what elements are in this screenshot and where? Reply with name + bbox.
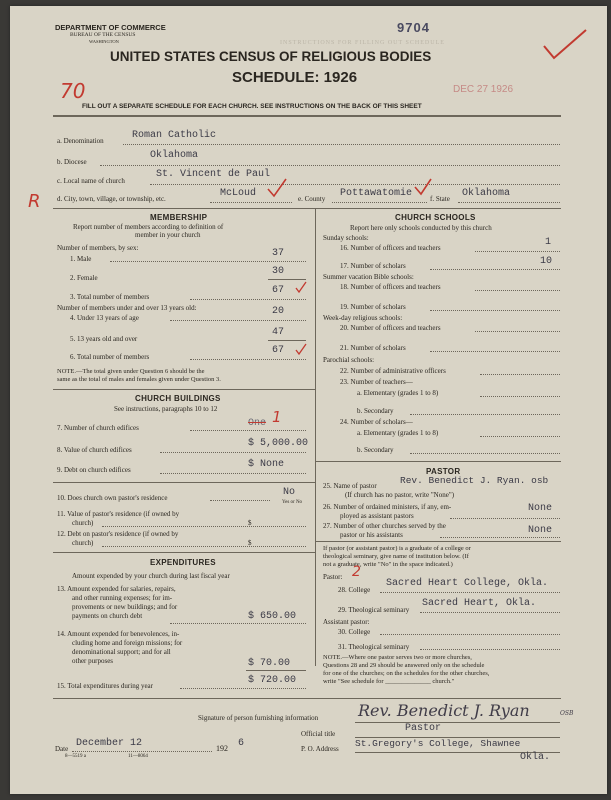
q15-value[interactable]: $ 720.00 <box>248 675 297 686</box>
buildings-intro: See instructions, paragraphs 10 to 12 <box>114 405 218 413</box>
red-check-icon <box>413 177 433 197</box>
q28-value[interactable]: Sacred Heart College, Okla. <box>386 578 549 589</box>
q7-value[interactable]: 1 <box>272 408 282 426</box>
q26-value[interactable]: None <box>528 503 553 514</box>
q23b-label: b. Secondary <box>357 407 394 415</box>
q14-label-2: cluding home and foreign missions; for <box>72 639 183 647</box>
state-value[interactable]: Oklahoma <box>462 188 511 199</box>
instruction-line: FILL OUT A SEPARATE SCHEDULE FOR EACH CHURCH. SEE INSTRUCTIONS ON THE BACK OF THIS SHEET <box>82 103 422 110</box>
q5-label: 5. 13 years old and over <box>70 335 138 343</box>
q13-value[interactable]: $ 650.00 <box>248 611 297 622</box>
diocese-label: b. Diocese <box>57 158 87 166</box>
q15-label: 15. Total expenditures during year <box>57 682 153 690</box>
q5-value[interactable]: 47 <box>272 327 285 338</box>
q3-value[interactable]: 67 <box>272 285 285 296</box>
graduate-note: If pastor (or assistant pastor) is a graduate of a college or <box>323 545 471 552</box>
date-label: Date <box>55 745 69 753</box>
county-label: e. County <box>298 195 326 203</box>
q23-label: 23. Number of teachers— <box>340 378 413 386</box>
po-address-value[interactable]: St.Gregory's College, Shawnee <box>355 738 521 749</box>
by-sex-label: Number of members, by sex: <box>57 244 139 252</box>
pastor-note-4: write "See schedule for ______________ church." <box>323 678 455 685</box>
q24b-label: b. Secondary <box>357 446 394 454</box>
q11-label-2: church) <box>72 519 94 527</box>
print-code: 8—5519 a <box>65 754 86 759</box>
print-code-2: 11—8064 <box>128 754 148 759</box>
q29-value[interactable]: Sacred Heart, Okla. <box>422 598 537 609</box>
city-value[interactable]: McLoud <box>220 188 257 199</box>
po-address-label: P. O. Address <box>301 745 339 753</box>
census-form-page <box>10 6 607 794</box>
signature-suffix: OSB <box>560 710 574 717</box>
city-label: WASHINGTON <box>89 39 119 44</box>
faint-show-through: INSTRUCTIONS FOR FILLING OUT SCHEDULE <box>280 40 445 46</box>
q25-value[interactable]: Rev. Benedict J. Ryan. osb <box>400 475 549 486</box>
q3-label: 3. Total number of members <box>70 293 150 301</box>
q27-value[interactable]: None <box>528 525 553 536</box>
q13-label-4: payments on church debt <box>72 612 143 620</box>
official-title-label: Official title <box>301 730 336 738</box>
q13-label-3: provements or new buildings; and for <box>72 603 178 611</box>
assistant-label: Assistant pastor: <box>323 618 370 626</box>
q2-value[interactable]: 30 <box>272 266 285 277</box>
q9-value[interactable]: $ None <box>248 459 285 470</box>
received-stamp: DEC 27 1926 <box>453 84 514 95</box>
po-address-value-2[interactable]: Okla. <box>520 752 551 763</box>
q24-label: 24. Number of scholars— <box>340 418 413 426</box>
signature[interactable]: Rev. Benedict J. Ryan <box>358 701 530 720</box>
pastor-title: PASTOR <box>426 467 461 476</box>
q14-label-3: denominational support; and for all <box>72 648 171 656</box>
weekday-label: Week-day religious schools: <box>323 314 403 322</box>
age-intro: Number of members under and over 13 years old: <box>57 304 197 312</box>
signature-label: Signature of person furnishing information <box>198 714 319 722</box>
graduate-note-2: theological seminary, give name of institution below. (If <box>323 553 469 560</box>
q26-label-2: ployed as assistant pastors <box>340 512 414 520</box>
q23a-label: a. Elementary (grades 1 to 8) <box>357 389 439 397</box>
q31-label: 31. Theological seminary <box>338 643 410 651</box>
form-title: UNITED STATES CENSUS OF RELIGIOUS BODIES <box>110 49 432 64</box>
q10-label: 10. Does church own pastor's residence <box>57 494 168 502</box>
diocese-value[interactable]: Oklahoma <box>150 150 199 161</box>
membership-intro-2: member in your church <box>135 231 201 239</box>
state-label: f. State <box>430 195 450 203</box>
year-prefix: 192 <box>216 744 228 753</box>
q14-label-4: other purposes <box>72 657 114 665</box>
q12-label: 12. Debt on pastor's residence (if owned by <box>57 530 179 538</box>
q14-value[interactable]: $ 70.00 <box>248 658 291 669</box>
q6-value[interactable]: 67 <box>272 345 285 356</box>
expenditures-title: EXPENDITURES <box>150 558 216 567</box>
q9-label: 9. Debt on church edifices <box>57 466 131 474</box>
q29-label: 29. Theological seminary <box>338 606 410 614</box>
q27-label: 27. Number of other churches served by the <box>323 522 446 530</box>
q10-value[interactable]: No <box>283 487 296 498</box>
dept-label: DEPARTMENT OF COMMERCE <box>55 23 166 32</box>
pastor-note-3: for one of the churches; on the schedules for the other churches, <box>323 670 490 677</box>
q16-label: 16. Number of officers and teachers <box>340 244 441 252</box>
pastor-sub-label: Pastor: <box>323 573 343 581</box>
denomination-label: a. Denomination <box>57 137 104 145</box>
q11-label: 11. Value of pastor's residence (if owned by <box>57 510 180 518</box>
membership-intro: Report number of members according to definition of <box>73 223 224 231</box>
denomination-value[interactable]: Roman Catholic <box>132 130 217 141</box>
q28-label: 28. College <box>338 586 371 594</box>
bureau-label: BUREAU OF THE CENSUS <box>70 32 136 38</box>
q11-value[interactable]: $ <box>248 519 252 527</box>
red-tick-icon <box>294 280 308 294</box>
date-value[interactable]: December 12 <box>76 738 143 749</box>
margin-r-mark: R <box>28 191 41 212</box>
schedule-title: SCHEDULE: 1926 <box>232 69 358 86</box>
q8-value[interactable]: $ 5,000.00 <box>248 438 309 449</box>
q6-label: 6. Total number of members <box>70 353 150 361</box>
membership-title: MEMBERSHIP <box>150 213 208 222</box>
q24a-label: a. Elementary (grades 1 to 8) <box>357 429 439 437</box>
sunday-label: Sunday schools: <box>323 234 369 242</box>
official-title-value[interactable]: Pastor <box>405 723 442 734</box>
hand-number: 70 <box>60 79 86 103</box>
q16-value[interactable]: 1 <box>545 237 552 248</box>
red-tick-icon <box>294 342 308 356</box>
q7-struck-value: One <box>248 418 267 429</box>
q25-label: 25. Name of pastor <box>323 482 377 490</box>
q13-label-1: 13. Amount expended for salaries, repairs, <box>57 585 176 593</box>
q2-label: 2. Female <box>70 274 98 282</box>
q22-label: 22. Number of administrative officers <box>340 367 446 375</box>
q10-hint: Yes or No <box>282 500 303 505</box>
q4-value[interactable]: 20 <box>272 306 285 317</box>
schools-title: CHURCH SCHOOLS <box>395 213 476 222</box>
pastor-red-mark: 2 <box>352 564 361 580</box>
q27-label-2: pastor or his assistants <box>340 531 403 539</box>
red-check-icon <box>266 177 288 199</box>
q17-value[interactable]: 10 <box>540 256 553 267</box>
parochial-label: Parochial schools: <box>323 356 375 364</box>
q7-label: 7. Number of church edifices <box>57 424 139 432</box>
q8-label: 8. Value of church edifices <box>57 446 132 454</box>
county-value[interactable]: Pottawatomie <box>340 188 413 199</box>
q17-label: 17. Number of scholars <box>340 262 406 270</box>
q21-label: 21. Number of scholars <box>340 344 406 352</box>
q26-label: 26. Number of ordained ministers, if any, em- <box>323 503 452 511</box>
q18-label: 18. Number of officers and teachers <box>340 283 441 291</box>
schools-intro: Report here only schools conducted by this church <box>350 224 492 232</box>
summer-label: Summer vacation Bible schools: <box>323 273 414 281</box>
q14-label-1: 14. Amount expended for benevolences, in- <box>57 630 180 638</box>
q20-label: 20. Number of officers and teachers <box>340 324 441 332</box>
city-label: d. City, town, village, or township, etc. <box>57 195 166 203</box>
q4-label: 4. Under 13 years of age <box>70 314 139 322</box>
membership-note: NOTE.—The total given under Question 6 should be the <box>57 368 205 375</box>
q30-label: 30. College <box>338 628 371 636</box>
q25-hint: (If church has no pastor, write "None") <box>345 491 455 499</box>
q1-label: 1. Male <box>70 255 92 263</box>
buildings-title: CHURCH BUILDINGS <box>135 394 221 403</box>
pastor-note: NOTE.—Where one pastor serves two or more churches, <box>323 654 472 661</box>
red-checkmark-icon <box>540 24 590 64</box>
q12-label-2: church) <box>72 539 94 547</box>
q12-value[interactable]: $ <box>248 539 252 547</box>
church-name-label: c. Local name of church <box>57 177 125 185</box>
church-name-value[interactable]: St. Vincent de Paul <box>156 169 271 180</box>
q13-label-2: and other running expenses; for im- <box>72 594 173 602</box>
year-digit[interactable]: 6 <box>238 738 245 749</box>
pastor-note-2: Questions 28 and 29 should be answered only on the schedule <box>323 662 485 669</box>
expenditures-intro: Amount expended by your church during last fiscal year <box>72 572 230 580</box>
q19-label: 19. Number of scholars <box>340 303 406 311</box>
membership-note-2: same as the total of males and females given under Question 3. <box>57 376 221 383</box>
form-number: 9704 <box>397 20 430 35</box>
graduate-note-3: not a graduate, write "No" in the space indicated.) <box>323 561 453 568</box>
q1-value[interactable]: 37 <box>272 248 285 259</box>
